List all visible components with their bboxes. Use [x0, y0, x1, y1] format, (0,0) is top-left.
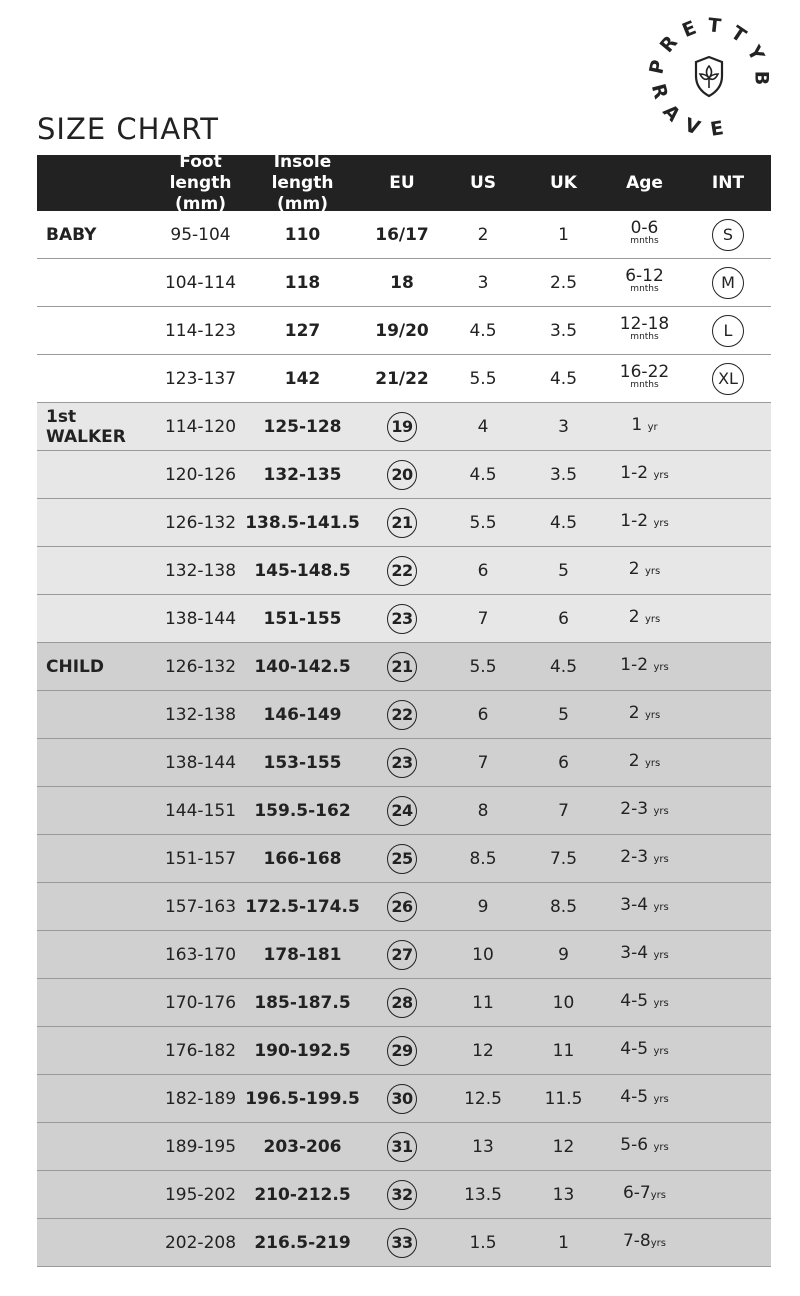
age-block	[604, 218, 685, 248]
table-header	[37, 151, 771, 214]
table-row	[37, 835, 771, 883]
age-value: 0-6	[630, 218, 659, 238]
age-unit: yrs	[653, 902, 669, 913]
us-cell: 9	[477, 896, 489, 917]
logo-letter: B	[750, 70, 773, 86]
age-cell	[604, 218, 685, 248]
age-unit: yrs	[653, 998, 669, 1009]
insole-length-cell: 172.5-174.5	[245, 896, 360, 917]
age-unit: yrs	[653, 1142, 669, 1153]
us-cell: 13	[472, 1136, 494, 1157]
us-cell: 4.5	[469, 464, 497, 485]
header-line: Foot length	[169, 151, 232, 193]
eu-circle-badge: 20	[387, 460, 417, 490]
eu-value: 21/22	[375, 368, 429, 389]
foot-length-cell: 126-132	[164, 512, 237, 533]
age-unit: yrs	[653, 470, 669, 481]
uk-cell: 5	[558, 560, 569, 581]
insole-length-cell: 110	[284, 224, 321, 245]
logo-letter: T	[726, 21, 750, 48]
foot-length-cell: 195-202	[164, 1184, 237, 1205]
insole-length-cell: 146-149	[263, 704, 342, 725]
insole-length-cell: 145-148.5	[254, 560, 351, 581]
age-value: 12-18	[619, 314, 670, 334]
header-uk	[523, 173, 604, 194]
group-label: BABY	[46, 224, 97, 245]
uk-cell: 7.5	[549, 848, 578, 869]
age-cell	[604, 607, 685, 627]
table-row	[37, 547, 771, 595]
eu-circle-badge: 23	[387, 604, 417, 634]
uk-cell: 12	[552, 1136, 575, 1157]
insole-length-cell: 185-187.5	[254, 992, 351, 1013]
age-value: 6-12	[625, 266, 664, 286]
age-block	[604, 362, 685, 392]
age-cell	[604, 847, 685, 867]
eu-cell	[361, 412, 443, 442]
age-unit: yrs	[653, 1094, 669, 1105]
table-row	[37, 211, 771, 259]
age-cell	[604, 895, 685, 915]
age-value: 2	[628, 559, 640, 579]
age-unit: yrs	[653, 518, 669, 529]
table-row	[37, 1123, 771, 1171]
int-size-badge: L	[712, 315, 744, 347]
logo-letter: P	[645, 57, 670, 77]
age-value: 2	[628, 703, 640, 723]
foot-length-cell: 144-151	[164, 800, 237, 821]
uk-cell: 10	[552, 992, 575, 1013]
foot-length-cell: 163-170	[164, 944, 237, 965]
int-size-badge: XL	[712, 363, 744, 395]
age-cell	[604, 1039, 685, 1059]
uk-cell: 8.5	[549, 896, 578, 917]
eu-cell	[361, 604, 443, 634]
eu-cell	[361, 1084, 443, 1114]
insole-length-cell: 142	[284, 368, 321, 389]
age-value: 5-6	[620, 1135, 649, 1155]
table-row	[37, 787, 771, 835]
age-cell	[604, 362, 685, 392]
age-value: 4-5	[620, 991, 649, 1011]
age-cell	[604, 943, 685, 963]
eu-cell	[361, 508, 443, 538]
uk-cell: 13	[552, 1184, 575, 1205]
insole-length-cell: 166-168	[263, 848, 342, 869]
uk-cell: 5	[558, 704, 569, 725]
uk-cell: 3	[558, 416, 569, 437]
insole-length-cell: 178-181	[263, 944, 342, 965]
age-unit: mnths	[630, 284, 659, 294]
age-value: 4-5	[620, 1087, 649, 1107]
logo-letter: E	[708, 117, 726, 141]
foot-length-cell: 157-163	[164, 896, 237, 917]
table-row	[37, 979, 771, 1027]
us-cell: 4	[477, 416, 489, 437]
us-cell: 10	[472, 944, 494, 965]
eu-circle-badge: 25	[387, 844, 417, 874]
age-unit: yrs	[644, 614, 661, 625]
us-cell: 4.5	[469, 320, 497, 341]
header-line: INT	[711, 172, 745, 193]
eu-circle-badge: 30	[387, 1084, 417, 1114]
header-line: UK	[550, 172, 577, 193]
eu-circle-badge: 22	[387, 556, 417, 586]
eu-value: 16/17	[375, 224, 429, 245]
insole-length-cell: 138.5-141.5	[245, 512, 360, 533]
age-value: 16-22	[619, 362, 670, 382]
table-row	[37, 691, 771, 739]
int-cell	[685, 315, 771, 347]
eu-circle-badge: 33	[387, 1228, 417, 1258]
age-unit: yrs	[650, 1238, 667, 1249]
age-block	[604, 266, 685, 296]
uk-cell: 1	[558, 1232, 569, 1253]
header-line: (mm)	[175, 193, 226, 214]
insole-length-cell: 132-135	[263, 464, 342, 485]
foot-length-cell: 95-104	[170, 224, 231, 245]
table-row	[37, 643, 771, 691]
eu-cell	[361, 321, 443, 341]
us-cell: 1.5	[469, 1232, 497, 1253]
foot-length-cell: 189-195	[164, 1136, 237, 1157]
age-cell	[604, 511, 685, 531]
age-cell	[604, 314, 685, 344]
table-row	[37, 739, 771, 787]
age-cell	[604, 1231, 685, 1251]
age-unit: yrs	[653, 806, 669, 817]
uk-cell: 3.5	[549, 320, 578, 341]
eu-circle-badge: 24	[387, 796, 417, 826]
foot-length-cell: 132-138	[164, 560, 237, 581]
uk-cell: 3.5	[549, 464, 578, 485]
us-cell: 12.5	[464, 1088, 502, 1109]
table-row	[37, 1171, 771, 1219]
eu-value: 19/20	[375, 320, 429, 341]
age-cell	[604, 703, 685, 723]
header-line: Age	[626, 172, 663, 193]
age-unit: yrs	[650, 1190, 667, 1201]
eu-circle-badge: 19	[387, 412, 417, 442]
uk-cell: 4.5	[549, 368, 578, 389]
uk-cell: 6	[558, 752, 569, 773]
logo-letter: R	[655, 31, 682, 57]
age-value: 7-8	[622, 1231, 651, 1251]
us-cell: 8	[477, 800, 489, 821]
eu-circle-badge: 22	[387, 700, 417, 730]
header-int	[685, 173, 771, 194]
eu-cell	[361, 988, 443, 1018]
insole-length-cell: 216.5-219	[254, 1232, 351, 1253]
foot-length-cell: 151-157	[164, 848, 237, 869]
insole-length-cell: 190-192.5	[254, 1040, 351, 1061]
age-value: 1-2	[620, 463, 649, 483]
eu-circle-badge: 26	[387, 892, 417, 922]
age-value: 3-4	[620, 895, 649, 915]
foot-length-cell: 114-120	[164, 416, 237, 437]
us-cell: 5.5	[469, 368, 497, 389]
age-cell	[604, 799, 685, 819]
insole-length-cell: 153-155	[263, 752, 342, 773]
eu-cell	[361, 700, 443, 730]
age-unit: yrs	[653, 854, 669, 865]
uk-cell: 2.5	[549, 272, 578, 293]
brand-logo	[640, 14, 778, 144]
insole-length-cell: 140-142.5	[254, 656, 351, 677]
foot-length-cell: 120-126	[164, 464, 237, 485]
logo-letter: A	[658, 100, 685, 127]
table-row	[37, 259, 771, 307]
eu-cell	[361, 460, 443, 490]
foot-length-cell: 126-132	[164, 656, 237, 677]
header-line: Insole length	[271, 151, 334, 193]
insole-length-cell: 196.5-199.5	[245, 1088, 360, 1109]
logo-letter: V	[681, 113, 703, 140]
age-block	[604, 314, 685, 344]
logo-letter: R	[646, 81, 672, 102]
foot-length-cell: 132-138	[164, 704, 237, 725]
us-cell: 7	[477, 608, 489, 629]
table-row	[37, 595, 771, 643]
eu-circle-badge: 32	[387, 1180, 417, 1210]
eu-circle-badge: 28	[387, 988, 417, 1018]
age-value: 3-4	[620, 943, 649, 963]
uk-cell: 4.5	[549, 512, 578, 533]
header-line: EU	[389, 172, 415, 193]
logo-letter: E	[679, 16, 700, 42]
eu-value: 18	[390, 272, 414, 293]
table-row	[37, 451, 771, 499]
age-cell	[604, 559, 685, 579]
page-title: SIZE CHART	[37, 112, 220, 146]
eu-circle-badge: 29	[387, 1036, 417, 1066]
header-foot-length	[157, 152, 244, 215]
us-cell: 11	[472, 992, 494, 1013]
age-value: 2-3	[620, 847, 649, 867]
age-value: 2	[628, 607, 640, 627]
group-label: CHILD	[46, 656, 104, 677]
us-cell: 7	[477, 752, 489, 773]
age-value: 2-3	[620, 799, 649, 819]
foot-length-cell: 182-189	[164, 1088, 237, 1109]
eu-cell	[361, 556, 443, 586]
eu-cell	[361, 369, 443, 389]
table-row	[37, 1027, 771, 1075]
age-unit: yrs	[644, 758, 661, 769]
header-line: US	[469, 172, 497, 193]
foot-length-cell: 138-144	[164, 608, 237, 629]
age-unit: yrs	[653, 662, 669, 673]
insole-length-cell: 159.5-162	[254, 800, 351, 821]
age-unit: mnths	[630, 332, 659, 342]
age-unit: yrs	[653, 1046, 669, 1057]
header-age	[604, 173, 685, 194]
age-cell	[604, 463, 685, 483]
insole-length-cell: 210-212.5	[254, 1184, 351, 1205]
age-cell	[604, 1087, 685, 1107]
int-size-badge: S	[712, 219, 744, 251]
logo-letter: T	[706, 14, 723, 38]
eu-cell	[361, 1036, 443, 1066]
age-unit: yrs	[653, 950, 669, 961]
insole-length-cell: 125-128	[263, 416, 342, 437]
us-cell: 2	[477, 224, 489, 245]
age-unit: yrs	[644, 710, 661, 721]
header-eu	[361, 173, 443, 194]
uk-cell: 11.5	[544, 1088, 583, 1109]
us-cell: 13.5	[464, 1184, 502, 1205]
uk-cell: 11	[552, 1040, 575, 1061]
eu-circle-badge: 21	[387, 508, 417, 538]
age-value: 1-2	[620, 655, 649, 675]
eu-cell	[361, 1180, 443, 1210]
us-cell: 6	[477, 704, 489, 725]
uk-cell: 6	[558, 608, 569, 629]
us-cell: 12	[472, 1040, 494, 1061]
eu-cell	[361, 940, 443, 970]
logo-letter: Y	[742, 42, 769, 65]
foot-length-cell: 170-176	[164, 992, 237, 1013]
age-cell	[604, 991, 685, 1011]
age-unit: mnths	[630, 380, 659, 390]
age-unit: mnths	[630, 236, 659, 246]
age-cell	[604, 1183, 685, 1203]
foot-length-cell: 138-144	[164, 752, 237, 773]
header-us	[443, 173, 523, 194]
eu-circle-badge: 31	[387, 1132, 417, 1162]
age-unit: yrs	[644, 566, 661, 577]
insole-length-cell: 203-206	[263, 1136, 342, 1157]
table-row	[37, 931, 771, 979]
foot-length-cell: 176-182	[164, 1040, 237, 1061]
insole-length-cell: 127	[284, 320, 321, 341]
us-cell: 6	[477, 560, 489, 581]
eu-cell	[361, 892, 443, 922]
foot-length-cell: 104-114	[164, 272, 237, 293]
eu-circle-badge: 23	[387, 748, 417, 778]
group-label: 1st WALKER	[46, 406, 126, 447]
eu-cell	[361, 844, 443, 874]
eu-cell	[361, 1228, 443, 1258]
table-row	[37, 403, 771, 451]
eu-cell	[361, 748, 443, 778]
us-cell: 8.5	[469, 848, 497, 869]
int-size-badge: M	[712, 267, 744, 299]
age-value: 1	[631, 415, 643, 435]
insole-length-cell: 118	[284, 272, 321, 293]
insole-length-cell: 151-155	[263, 608, 342, 629]
table-row	[37, 883, 771, 931]
eu-circle-badge: 21	[387, 652, 417, 682]
us-cell: 5.5	[469, 512, 497, 533]
eu-cell	[361, 273, 443, 293]
age-unit: yr	[647, 422, 658, 433]
age-cell	[604, 751, 685, 771]
age-cell	[604, 266, 685, 296]
age-cell	[604, 1135, 685, 1155]
age-value: 2	[628, 751, 640, 771]
foot-length-cell: 123-137	[164, 368, 237, 389]
eu-cell	[361, 225, 443, 245]
foot-length-cell: 114-123	[164, 320, 237, 341]
int-cell	[685, 267, 771, 299]
eu-cell	[361, 1132, 443, 1162]
uk-cell: 9	[558, 944, 569, 965]
us-cell: 5.5	[469, 656, 497, 677]
int-cell	[685, 219, 771, 251]
age-value: 1-2	[620, 511, 649, 531]
header-line: (mm)	[277, 193, 328, 214]
table-row	[37, 1075, 771, 1123]
header-insole-length	[244, 152, 361, 215]
uk-cell: 1	[558, 224, 569, 245]
eu-circle-badge: 27	[387, 940, 417, 970]
uk-cell: 7	[558, 800, 569, 821]
size-chart-table	[37, 151, 771, 1267]
eu-cell	[361, 652, 443, 682]
eu-cell	[361, 796, 443, 826]
uk-cell: 4.5	[549, 656, 578, 677]
age-value: 6-7	[622, 1183, 651, 1203]
shield-flower-icon	[696, 57, 722, 96]
age-value: 4-5	[620, 1039, 649, 1059]
foot-length-cell: 202-208	[164, 1232, 237, 1253]
table-row	[37, 1219, 771, 1267]
table-row	[37, 499, 771, 547]
table-row	[37, 355, 771, 403]
int-cell	[685, 363, 771, 395]
age-cell	[604, 415, 685, 435]
table-row	[37, 307, 771, 355]
us-cell: 3	[477, 272, 489, 293]
age-cell	[604, 655, 685, 675]
